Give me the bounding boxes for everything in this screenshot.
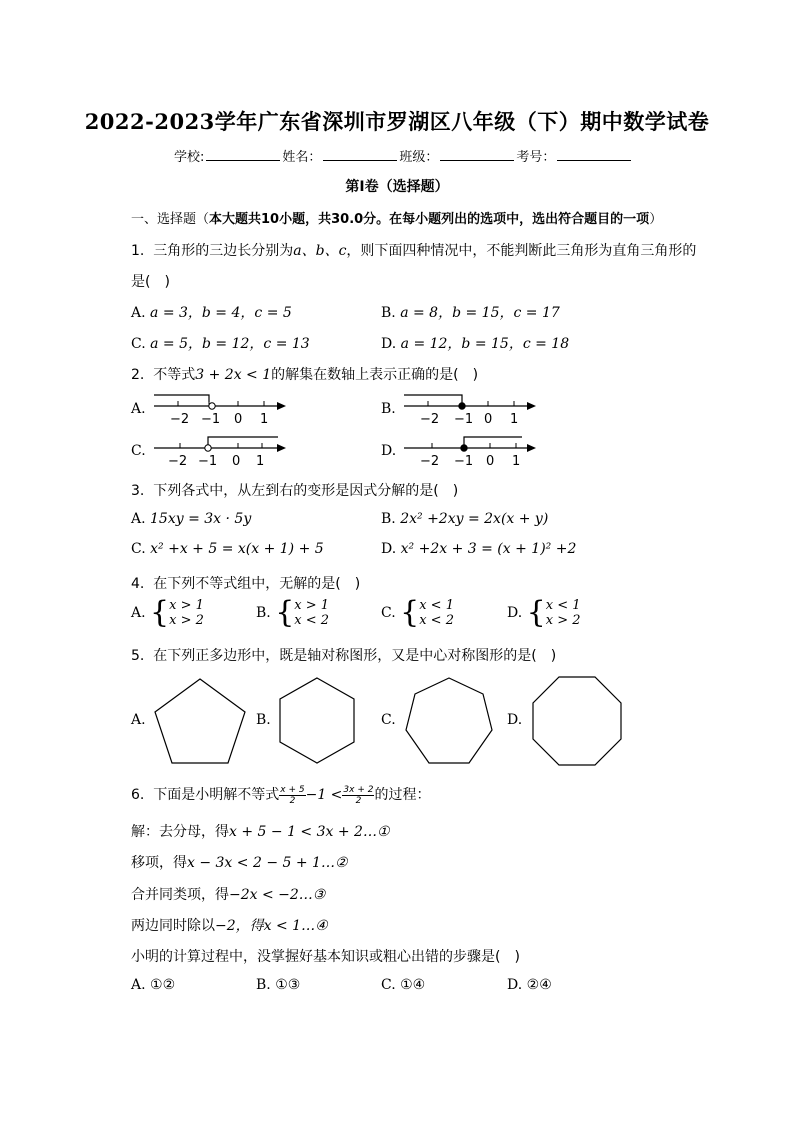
volume-heading: 第Ⅰ卷（选择题） [345, 179, 449, 195]
q6-text-a: 下面是小明解不等式 [153, 787, 280, 803]
q2-number-line-c[interactable] [150, 434, 290, 470]
step-math: −2，得x < 1…④ [215, 918, 328, 934]
q6-number: 6. [131, 787, 145, 803]
inequality-system [546, 598, 581, 628]
option-label: A. [131, 977, 146, 993]
q6-text-b: 的过程： [374, 787, 431, 803]
step-text: 解：去分母，得 [131, 824, 229, 840]
q6-mid-math: −1 < [305, 787, 343, 803]
option-label: C. [381, 605, 396, 621]
q2-stem [131, 364, 478, 384]
q6-option-b[interactable] [256, 977, 300, 993]
inequality-system [294, 598, 329, 628]
tick-label: −1 [201, 412, 221, 427]
fraction-denominator: 2 [355, 795, 362, 806]
option-label: C. [131, 541, 146, 557]
system-top: x > 1 [294, 598, 330, 613]
q3-option-d[interactable] [381, 541, 576, 557]
option-text: ②④ [526, 977, 552, 993]
q3-stem [131, 480, 458, 500]
q5-stem [131, 645, 556, 665]
q4-text: 在下列不等式组中，无解的是( ) [153, 576, 361, 592]
q5-text: 在下列正多边形中，既是轴对称图形，又是中心对称图形的是( ) [153, 648, 557, 664]
q6-step-1 [131, 821, 390, 841]
q2-option-d-label[interactable]: D. [381, 443, 397, 459]
system-top: x < 1 [545, 598, 581, 613]
tick-label: 0 [486, 454, 495, 469]
tick-label: −1 [198, 454, 218, 469]
q2-option-c-label[interactable]: C. [131, 443, 146, 459]
q2-number-line-d[interactable] [400, 434, 540, 470]
brace-symbol: { [400, 595, 420, 630]
q1-vars: a、b、c [293, 243, 347, 259]
option-text: 2x² +2xy = 2x(x + y) [400, 511, 549, 527]
octagon-shape[interactable] [528, 674, 626, 770]
q1-text-b: ，则下面四种情况中，不能判断此三角形为直角三角形的 [346, 243, 697, 259]
q6-step-2 [131, 852, 348, 872]
system-bottom: x < 2 [294, 613, 330, 628]
option-label: B. [256, 605, 271, 621]
q5-option-d-label[interactable]: D. [507, 712, 523, 728]
tick-label: −2 [420, 412, 440, 427]
option-text: ①② [150, 977, 176, 993]
pentagon-shape[interactable] [150, 675, 250, 767]
option-label: A. [131, 511, 146, 527]
q5-option-c-label[interactable]: C. [381, 712, 396, 728]
tick-label: 0 [234, 412, 243, 427]
step-text: 移项，得 [131, 855, 187, 871]
inequality-system [419, 598, 454, 628]
option-label: B. [381, 511, 396, 527]
inequality-system [169, 598, 204, 628]
q6-stem [131, 784, 430, 806]
school-blank[interactable] [206, 147, 280, 161]
option-text: a = 5，b = 12，c = 13 [150, 336, 310, 352]
brace-symbol: { [150, 595, 170, 630]
q2-number-line-a[interactable] [150, 392, 290, 428]
q2-math: 3 + 2x < 1 [195, 367, 272, 383]
fraction-numerator: x + 5 [280, 784, 305, 795]
option-text: 15xy = 3x · 5y [150, 511, 252, 527]
exam-no-label: 考号： [516, 150, 556, 165]
name-blank[interactable] [323, 147, 397, 161]
option-text: ①③ [275, 977, 301, 993]
q4-option-d[interactable] [507, 595, 581, 630]
q6-option-a[interactable] [131, 977, 175, 993]
q4-option-c[interactable] [381, 595, 454, 630]
q1-option-a[interactable] [131, 302, 292, 322]
tick-label: −1 [454, 412, 474, 427]
q2-text-a: 不等式 [153, 367, 196, 383]
hexagon-shape[interactable] [274, 675, 360, 767]
q5-option-a-label[interactable]: A. [131, 712, 146, 728]
step-math: x − 3x < 2 − 5 + 1…② [187, 855, 348, 871]
tick-label: 1 [260, 412, 269, 427]
option-label: D. [381, 541, 397, 557]
option-label: B. [381, 305, 396, 321]
q1-number: 1. [131, 243, 145, 259]
tick-label: 1 [512, 454, 521, 469]
option-text: x² +2x + 3 = (x + 1)² +2 [400, 541, 577, 557]
tick-label: 1 [256, 454, 265, 469]
student-info-line [174, 146, 633, 165]
q4-option-a[interactable] [131, 595, 204, 630]
q1-stem-line2: 是( ) [131, 274, 170, 290]
section-close: ） [649, 212, 663, 227]
brace-symbol: { [526, 595, 546, 630]
exam-no-blank[interactable] [557, 147, 631, 161]
q2-text-b: 的解集在数轴上表示正确的是( ) [271, 367, 479, 383]
q6-step-3 [131, 884, 325, 904]
step-text: 两边同时除以 [131, 918, 215, 934]
tick-label: 0 [484, 412, 493, 427]
q6-option-c[interactable] [381, 977, 425, 993]
option-label: A. [131, 605, 146, 621]
option-label: D. [507, 605, 523, 621]
option-text: a = 8，b = 15，c = 17 [400, 305, 560, 321]
tick-label: −2 [420, 454, 440, 469]
q3-text: 下列各式中，从左到右的变形是因式分解的是( ) [153, 483, 459, 499]
q2-number: 2. [131, 367, 145, 383]
q1-option-d[interactable] [381, 333, 569, 353]
q3-option-b[interactable] [381, 511, 548, 527]
q2-number-line-b[interactable] [400, 392, 540, 428]
q2-option-a-label[interactable]: A. [131, 401, 146, 417]
page-title: 2022-2023学年广东省深圳市罗湖区八年级（下）期中数学试卷 [84, 109, 710, 134]
system-bottom: x > 2 [169, 613, 204, 628]
tick-label: −1 [454, 454, 474, 469]
q3-option-a[interactable] [131, 511, 251, 527]
q4-stem [131, 573, 360, 593]
step-math: x + 5 − 1 < 3x + 2…① [229, 824, 390, 840]
step-text: 合并同类项，得 [131, 887, 229, 903]
heptagon-shape[interactable] [399, 675, 499, 767]
tick-label: 1 [510, 412, 519, 427]
q2-option-b-label[interactable]: B. [381, 401, 396, 417]
q1-option-b[interactable] [381, 302, 560, 322]
q6-step-4 [131, 915, 328, 935]
q6-option-d[interactable] [507, 977, 552, 993]
tick-label: −2 [170, 412, 190, 427]
system-top: x < 1 [419, 598, 454, 613]
option-text: ①④ [400, 977, 426, 993]
option-label: C. [131, 336, 146, 352]
option-label: B. [256, 977, 271, 993]
name-label: 姓名： [282, 150, 322, 165]
option-label: C. [381, 977, 396, 993]
q5-number: 5. [131, 648, 145, 664]
q1-option-c[interactable] [131, 333, 310, 353]
class-blank[interactable] [440, 147, 514, 161]
q3-number: 3. [131, 483, 145, 499]
q6-question: 小明的计算过程中，没掌握好基本知识或粗心出错的步骤是( ) [131, 949, 520, 965]
option-text: a = 12，b = 15，c = 18 [400, 336, 570, 352]
q1-text-a: 三角形的三边长分别为 [153, 243, 294, 259]
option-text: x² +x + 5 = x(x + 1) + 5 [150, 541, 324, 557]
tick-label: −2 [168, 454, 188, 469]
tick-label: 0 [232, 454, 241, 469]
system-bottom: x > 2 [545, 613, 581, 628]
fraction [279, 785, 305, 806]
step-math: −2x < −2…③ [229, 887, 326, 903]
school-label: 学校: [174, 150, 205, 165]
system-top: x > 1 [169, 598, 204, 613]
fraction-denominator: 2 [289, 795, 296, 806]
q4-number: 4. [131, 576, 145, 592]
fraction [342, 785, 374, 806]
brace-symbol: { [275, 595, 295, 630]
section-note: 本大题共10小题，共30.0分。在每小题列出的选项中，选出符合题目的一项 [209, 212, 650, 227]
system-bottom: x < 2 [419, 613, 454, 628]
class-label: 班级： [399, 150, 439, 165]
option-label: A. [131, 305, 146, 321]
section-title: 一、选择题（ [131, 212, 210, 227]
section-heading [131, 208, 662, 227]
fraction-numerator: 3x + 2 [343, 784, 374, 795]
q3-option-c[interactable] [131, 541, 324, 557]
q5-option-b-label[interactable]: B. [256, 712, 271, 728]
option-text: a = 3，b = 4，c = 5 [150, 305, 292, 321]
q1-stem-line1 [131, 240, 696, 260]
q4-option-b[interactable] [256, 595, 330, 630]
option-label: D. [507, 977, 523, 993]
option-label: D. [381, 336, 397, 352]
